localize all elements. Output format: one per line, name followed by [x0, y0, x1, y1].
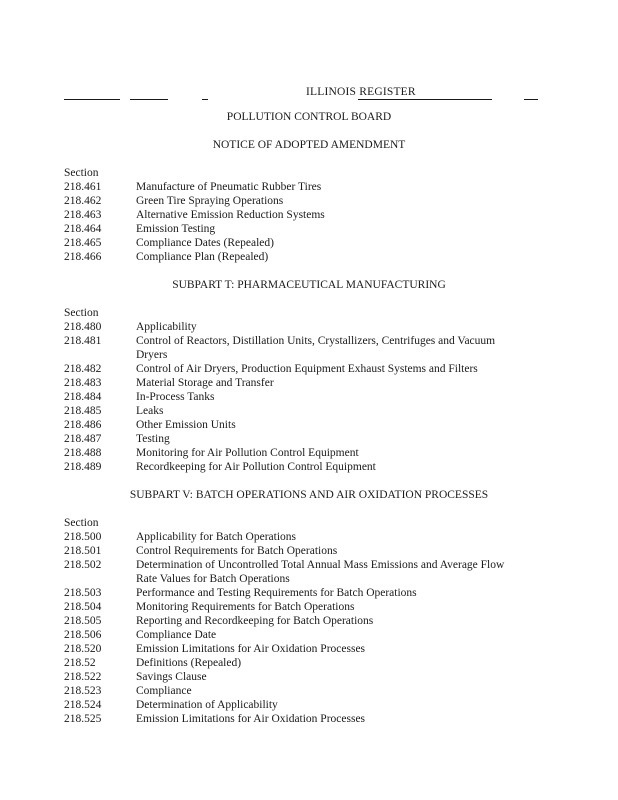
section-title: Recordkeeping for Air Pollution Control Equipment	[136, 461, 376, 473]
section-number: 218.487	[64, 433, 102, 445]
section-number: 218.523	[64, 685, 102, 697]
section-number: 218.485	[64, 405, 102, 417]
section-title: Definitions (Repealed)	[136, 657, 242, 669]
section-title: In-Process Tanks	[136, 391, 215, 403]
section-title: Control of Air Dryers, Production Equipment Exhaust Systems and Filters	[136, 363, 478, 375]
section-number: 218.462	[64, 195, 102, 207]
header-rule-left-2	[130, 99, 168, 100]
header-rule-right-2	[524, 99, 538, 100]
section-title: Green Tire Spraying Operations	[136, 195, 284, 207]
section-title-continued: Rate Values for Batch Operations	[136, 573, 290, 585]
section-label: Section	[64, 307, 99, 319]
section-number: 218.465	[64, 237, 102, 249]
section-number: 218.482	[64, 363, 102, 375]
section-number: 218.484	[64, 391, 102, 403]
section-title: Compliance Dates (Repealed)	[136, 237, 274, 249]
section-title-continued: Dryers	[136, 349, 168, 361]
section-title: Performance and Testing Requirements for Batch Operations	[136, 587, 417, 599]
section-title: Compliance Date	[136, 629, 217, 641]
subpart-v-heading: SUBPART V: BATCH OPERATIONS AND AIR OXIDATION PROCESSES	[129, 489, 489, 501]
section-title: Compliance	[136, 685, 192, 697]
register-header	[64, 84, 538, 104]
section-title: Determination of Applicability	[136, 699, 278, 711]
section-number: 218.480	[64, 321, 102, 333]
section-number: 218.481	[64, 335, 102, 347]
section-title: Emission Testing	[136, 223, 216, 235]
section-title: Determination of Uncontrolled Total Annual Mass Emissions and Average Flow	[136, 559, 505, 571]
section-title: Monitoring Requirements for Batch Operations	[136, 601, 355, 613]
header-rule-left	[64, 99, 120, 100]
section-title: Control of Reactors, Distillation Units, Crystallizers, Centrifuges and Vacuum	[136, 335, 496, 347]
section-title: Emission Limitations for Air Oxidation Processes	[136, 643, 366, 655]
section-title: Alternative Emission Reduction Systems	[136, 209, 325, 221]
section-title: Applicability for Batch Operations	[136, 531, 297, 543]
section-number: 218.52	[64, 657, 96, 669]
section-number: 218.506	[64, 629, 102, 641]
section-title: Control Requirements for Batch Operations	[136, 545, 338, 557]
section-number: 218.501	[64, 545, 102, 557]
board-name: POLLUTION CONTROL BOARD	[226, 111, 392, 123]
header-rule-tick	[202, 99, 208, 100]
section-number: 218.483	[64, 377, 102, 389]
section-number: 218.505	[64, 615, 102, 627]
section-title: Other Emission Units	[136, 419, 236, 431]
section-number: 218.520	[64, 643, 102, 655]
section-label: Section	[64, 167, 99, 179]
section-title: Reporting and Recordkeeping for Batch Operations	[136, 615, 374, 627]
section-title: Applicability	[136, 321, 197, 333]
section-title: Testing	[136, 433, 170, 445]
section-number: 218.502	[64, 559, 102, 571]
section-number: 218.525	[64, 713, 102, 725]
section-title: Emission Limitations for Air Oxidation Processes	[136, 713, 366, 725]
section-title: Material Storage and Transfer	[136, 377, 274, 389]
section-number: 218.488	[64, 447, 102, 459]
section-number: 218.466	[64, 251, 102, 263]
section-number: 218.503	[64, 587, 102, 599]
section-title: Leaks	[136, 405, 164, 417]
section-number: 218.504	[64, 601, 102, 613]
section-number: 218.522	[64, 671, 102, 683]
section-title: Compliance Plan (Repealed)	[136, 251, 269, 263]
section-label: Section	[64, 517, 99, 529]
section-number: 218.500	[64, 531, 102, 543]
section-number: 218.463	[64, 209, 102, 221]
section-title: Monitoring for Air Pollution Control Equipment	[136, 447, 359, 459]
section-title: Manufacture of Pneumatic Rubber Tires	[136, 181, 322, 193]
section-number: 218.524	[64, 699, 102, 711]
section-number: 218.486	[64, 419, 102, 431]
section-title: Savings Clause	[136, 671, 207, 683]
register-title: ILLINOIS REGISTER	[306, 86, 416, 98]
header-rule-right	[358, 99, 492, 100]
subpart-t-heading: SUBPART T: PHARMACEUTICAL MANUFACTURING	[172, 279, 446, 291]
section-number: 218.489	[64, 461, 102, 473]
section-number: 218.464	[64, 223, 102, 235]
section-number: 218.461	[64, 181, 102, 193]
notice-title: NOTICE OF ADOPTED AMENDMENT	[212, 139, 406, 151]
